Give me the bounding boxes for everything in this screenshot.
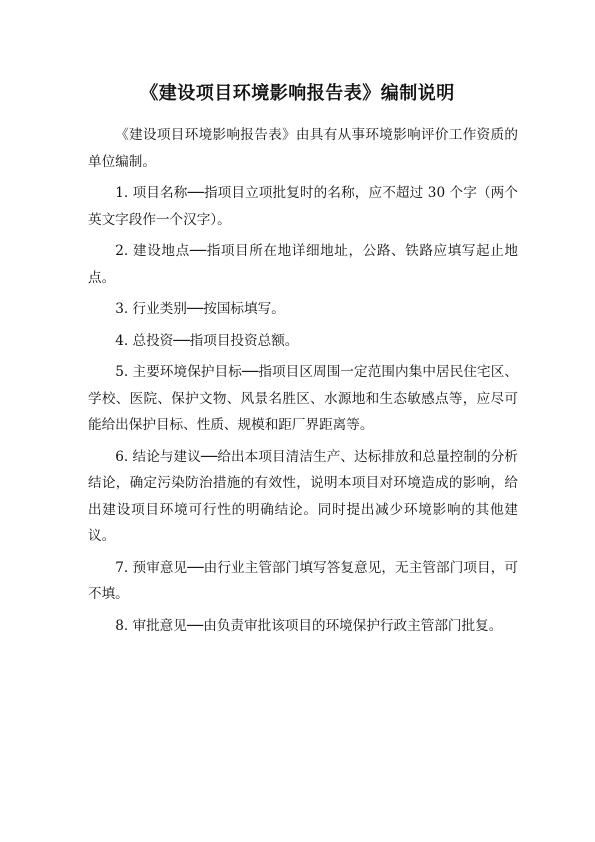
item-construction-site: 2. 建设地点──指项目所在地详细地址，公路、铁路应填写起止地点。 — [88, 243, 518, 286]
item-total-investment: 4. 总投资──指项目投资总额。 — [115, 332, 299, 349]
item-conclusions: 6. 结论与建议──给出本项目清洁生产、达标排放和总量控制的分析结论，确定污染防治措施的有效性，说明本项目对环境造成的影响，给出建设项目环境可行性的明确结论。同时提出减少环境影响的其他建议。 — [88, 448, 518, 544]
item-pre-review: 7. 预审意见──由行业主管部门填写答复意见，无主管部门项目，可不填。 — [88, 559, 518, 602]
intro-paragraph: 《建设项目环境影响报告表》由具有从事环境影响评价工作资质的单位编制。 — [88, 127, 518, 170]
item-approval: 8. 审批意见──由负责审批该项目的环境保护行政主管部门批复。 — [115, 617, 503, 634]
item-protection-targets: 5. 主要环境保护目标──指项目区周围一定范围内集中居民住宅区、学校、医院、保护文物、风景名胜区、水源地和生态敏感点等，应尽可能给出保护目标、性质、规模和距厂界距离等。 — [88, 364, 518, 433]
item-project-name: 1. 项目名称──指项目立项批复时的名称，应不超过 30 个字（两个英文字段作一个汉字）。 — [88, 185, 518, 228]
document-body — [88, 122, 518, 644]
item-industry-category: 3. 行业类别──按国标填写。 — [115, 301, 285, 317]
document-title: 《建设项目环境影响报告表》编制说明 — [140, 83, 455, 104]
